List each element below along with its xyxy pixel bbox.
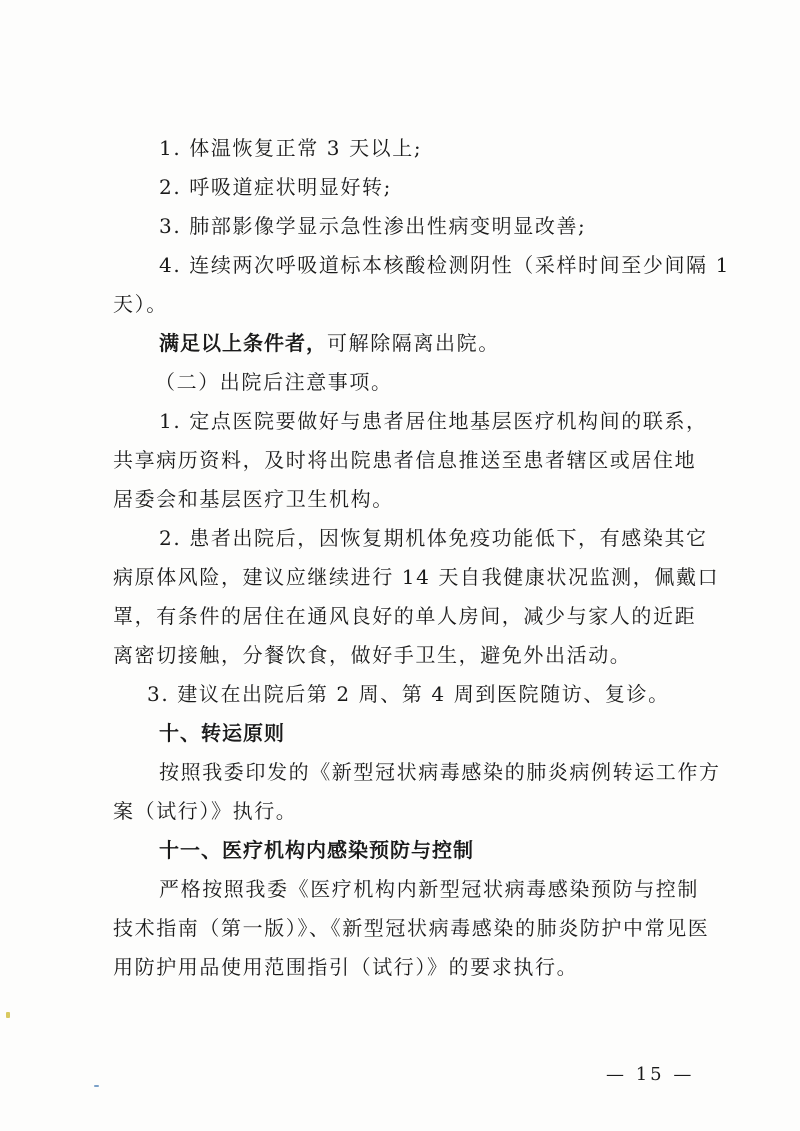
post-discharge-line: 离密切接触，分餐饮食，做好手卫生，避免外出活动。 xyxy=(113,643,632,667)
post-discharge-line: 2. 患者出院后，因恢复期机体免疫功能低下，有感染其它 xyxy=(159,526,708,550)
criterion-4-continued: 天）。 xyxy=(113,292,168,316)
post-discharge-line: 罩，有条件的居住在通风良好的单人房间，减少与家人的近距 xyxy=(113,604,697,628)
section-two-title: （二）出院后注意事项。 xyxy=(155,370,393,394)
scan-speck xyxy=(6,1012,10,1018)
section-eleven-body-line: 严格按照我委《医疗机构内新型冠状病毒感染预防与控制 xyxy=(159,877,699,901)
conclusion-text: 可解除隔离出院。 xyxy=(327,331,500,355)
post-discharge-line: 3. 建议在出院后第 2 周、第 4 周到医院随访、复诊。 xyxy=(147,682,670,706)
discharge-conclusion xyxy=(159,323,500,363)
section-eleven-body-line: 用防护用品使用范围指引（试行）》的要求执行。 xyxy=(113,955,579,979)
criterion-2: 2. 呼吸道症状明显好转; xyxy=(159,175,392,199)
post-discharge-line: 1. 定点医院要做好与患者居住地基层医疗机构间的联系， xyxy=(159,409,708,433)
page-number: — 15 — xyxy=(606,1064,695,1085)
section-ten-body-line: 按照我委印发的《新型冠状病毒感染的肺炎病例转运工作方 xyxy=(159,760,721,784)
section-ten-body-line: 案（试行）》执行。 xyxy=(113,799,298,823)
section-eleven-body-line: 技术指南（第一版）》、《新型冠状病毒感染的肺炎防护中常见医 xyxy=(113,916,710,940)
scan-speck xyxy=(94,1085,99,1087)
criterion-4: 4. 连续两次呼吸道标本核酸检测阴性（采样时间至少间隔 1 xyxy=(159,253,730,277)
post-discharge-line: 共享病历资料，及时将出院患者信息推送至患者辖区或居住地 xyxy=(113,448,697,472)
section-ten-title: 十、转运原则 xyxy=(159,721,285,745)
post-discharge-line: 病原体风险，建议应继续进行 14 天自我健康状况监测，佩戴口 xyxy=(113,565,720,589)
criterion-3: 3. 肺部影像学显示急性渗出性病变明显改善; xyxy=(159,214,587,238)
conclusion-bold-text: 满足以上条件者， xyxy=(159,331,327,355)
section-eleven-title: 十一、医疗机构内感染预防与控制 xyxy=(159,838,474,862)
post-discharge-line: 居委会和基层医疗卫生机构。 xyxy=(113,487,394,511)
criterion-1: 1. 体温恢复正常 3 天以上; xyxy=(159,136,423,160)
